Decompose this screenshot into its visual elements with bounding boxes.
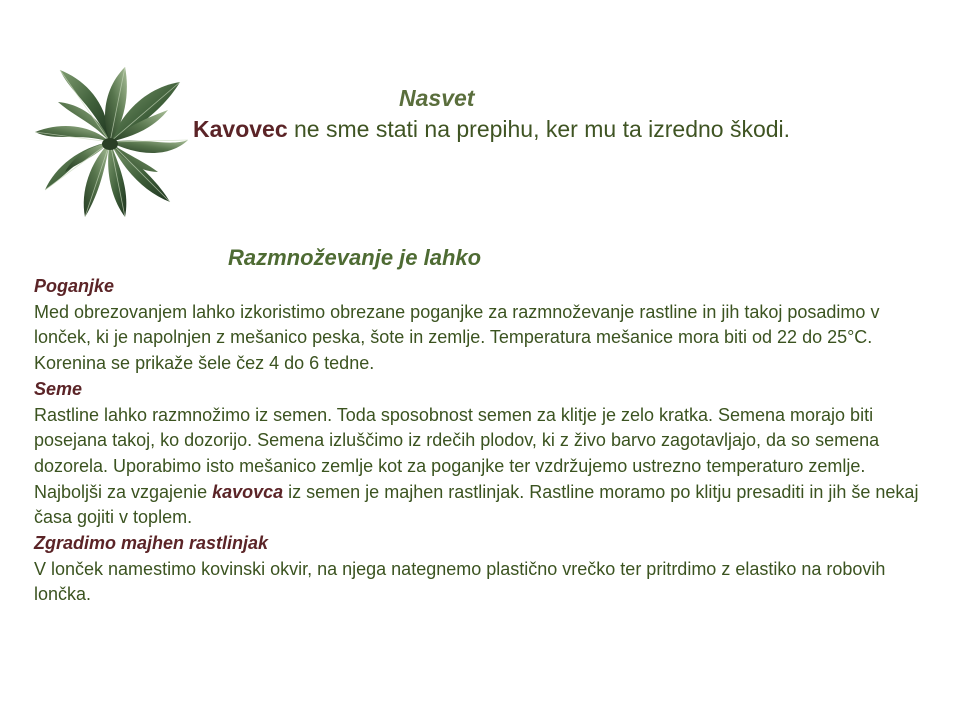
tip-sentence: ne sme stati na prepihu, ker mu ta izredno škodi. — [287, 116, 791, 142]
paragraph-seme-part2: iz semen je majhen rastlinjak. Rastline moramo po klitju presaditi in jih še nekaj časa gojiti v toplem. — [34, 481, 919, 528]
keyword-kavovca: kavovca — [212, 481, 284, 502]
paragraph-poganjke: Med obrezovanjem lahko izkoristimo obrezane poganjke za razmnoževanje rastline in jih takoj posadimo v lonček, ki je napolnjen z mešanico peska, šote in zemlje. Temperatura mešanice mora biti od 22 do 25°C. Korenina se prikaže šele čez 4 do 6 tedne. — [34, 301, 880, 374]
paragraph-seme-part1: Rastline lahko razmnožimo iz semen. Toda sposobnost semen za klitje je zelo kratka. Semena morajo biti posejana takoj, ko dozorijo. Semena izluščimo iz rdečih plodov, ki z živo barvo zagotavljajo, da so semena dozorela. Uporabimo isto mešanico zemlje kot za poganjke ter vzdržujemo ustrezno temperaturo zemlje. Najboljši za vzgajenie — [34, 404, 880, 502]
paragraph-rastlinjak: V lonček namestimo kovinski okvir, na njega nategnemo plastično vrečko ter pritrdimo z elastiko na robovih lončka. — [34, 558, 886, 605]
subheading-seme: Seme — [34, 378, 83, 399]
subheading-poganjke: Poganjke — [34, 276, 115, 296]
body-content — [34, 274, 934, 608]
coffee-plant-icon — [30, 62, 190, 220]
tip-keyword: Kavovec — [193, 116, 288, 142]
tip-text — [193, 114, 790, 144]
paragraph-seme — [34, 403, 934, 532]
subheading-rastlinjak: Zgradimo majhen rastlinjak — [34, 533, 269, 554]
tip-heading: Nasvet — [399, 85, 475, 111]
section-title: Razmnoževanje je lahko — [228, 245, 482, 270]
